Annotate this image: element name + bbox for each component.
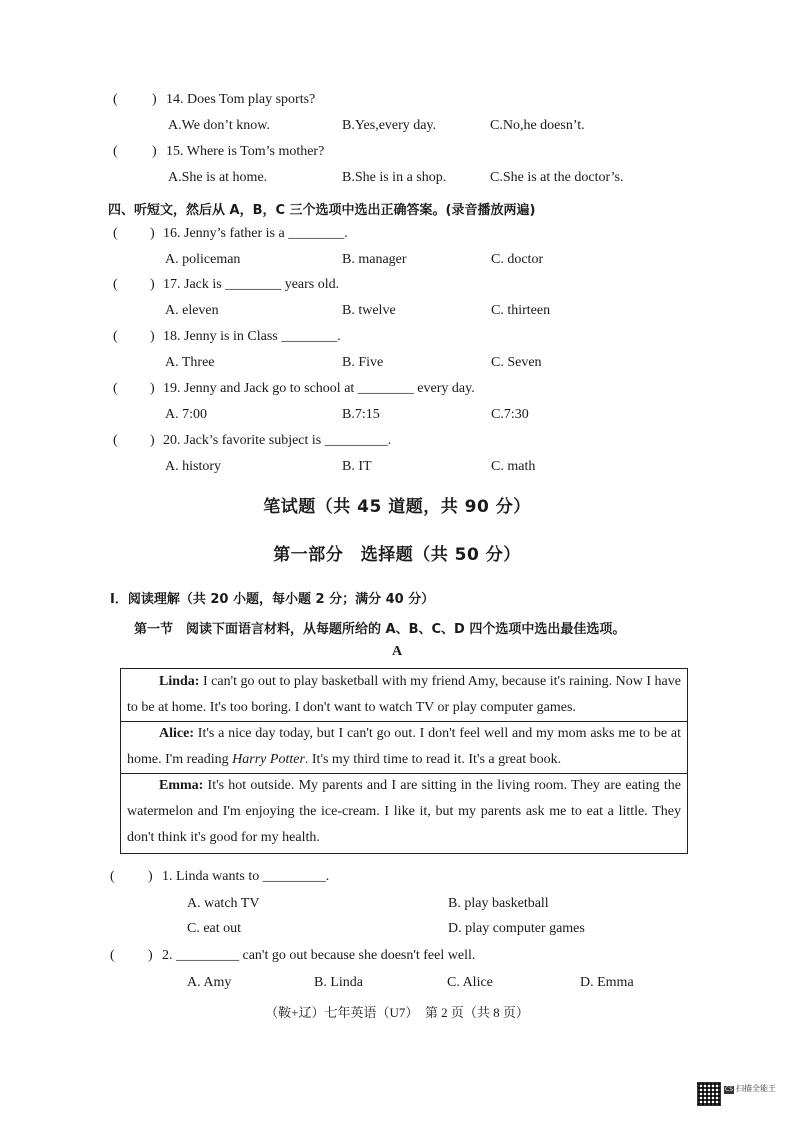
q15-option-b: B.She is in a shop. (342, 170, 447, 185)
q14-option-c: C.No,he doesn’t. (490, 118, 585, 133)
answer-paren-close: ) (148, 948, 153, 963)
scanner-badge (724, 1083, 776, 1094)
passage-linda-text: I can't go out to play basketball with my friend Amy, because it's raining. Now I have to be at home. It's too boring. I don't want to watch TV or play computer games. (127, 674, 681, 715)
question-20-stem: 20. Jack’s favorite subject is _________. (163, 433, 392, 448)
question-2-stem: 2. _________ can't go out because she doesn't feel well. (162, 948, 476, 963)
speaker-emma: Emma: (159, 778, 204, 793)
q20-option-a: A. history (165, 459, 221, 474)
q16-option-a: A. policeman (165, 252, 241, 267)
answer-paren-close: ) (150, 433, 155, 448)
answer-paren-open: ( (113, 277, 118, 292)
answer-paren-close: ) (150, 381, 155, 396)
question-14-stem: 14. Does Tom play sports? (166, 92, 316, 107)
answer-paren-close: ) (148, 869, 153, 884)
section-1-instruction: 第一节 阅读下面语言材料，从每题所给的 A、B、C、D 四个选项中选出最佳选项。 (134, 622, 626, 637)
speaker-linda: Linda: (159, 674, 200, 689)
q15-option-c: C.She is at the doctor’s. (490, 170, 624, 185)
page-footer: （鞍+辽）七年英语（U7） 第 2 页（共 8 页） (265, 1005, 529, 1020)
q15-option-a: A.She is at home. (168, 170, 268, 185)
passage-alice-text: It's a nice day today, but I can't go out. I don't feel well and my mom asks me to be at home. I'm reading (127, 726, 681, 767)
answer-paren-open: ( (113, 381, 118, 396)
question-1-stem: 1. Linda wants to _________. (162, 869, 330, 884)
qr-code-icon (697, 1082, 721, 1106)
q16-option-c: C. doctor (491, 252, 544, 267)
q17-option-a: A. eleven (165, 303, 219, 318)
q1-option-b: B. play basketball (448, 896, 549, 911)
answer-paren-open: ( (113, 329, 118, 344)
q19-option-c: C.7:30 (491, 407, 529, 422)
q18-option-c: C. Seven (491, 355, 542, 370)
answer-paren-open: ( (113, 433, 118, 448)
q2-option-d: D. Emma (580, 975, 634, 990)
book-title: Harry Potter (232, 752, 305, 767)
passage-linda (121, 669, 687, 722)
written-test-title: 笔试题（共 45 道题，共 90 分） (263, 497, 531, 517)
q2-option-b: B. Linda (314, 975, 363, 990)
speaker-alice: Alice: (159, 726, 194, 741)
passage-emma-text: It's hot outside. My parents and I are sitting in the living room. They are eating the watermelon and I'm enjoying the ice-cream. I like it, but my parents ask me to eat a little. They don't think it's good for my health. (127, 778, 681, 845)
question-19-stem: 19. Jenny and Jack go to school at ________ every day. (163, 381, 475, 396)
answer-paren-close: ) (150, 226, 155, 241)
q17-option-b: B. twelve (342, 303, 396, 318)
q2-option-a: A. Amy (187, 975, 232, 990)
question-17-stem: 17. Jack is ________ years old. (163, 277, 340, 292)
answer-paren-close: ) (152, 92, 157, 107)
passage-emma (121, 773, 687, 853)
q16-option-b: B. manager (342, 252, 407, 267)
question-18-stem: 18. Jenny is in Class ________. (163, 329, 341, 344)
q20-option-b: B. IT (342, 459, 372, 474)
passage-label: A (391, 644, 403, 659)
q14-option-b: B.Yes,every day. (342, 118, 437, 133)
answer-paren-open: ( (110, 869, 115, 884)
answer-paren-open: ( (113, 92, 118, 107)
q18-option-b: B. Five (342, 355, 384, 370)
reading-passage-box (120, 668, 688, 854)
section-4-instruction: 四、听短文，然后从 A，B，C 三个选项中选出正确答案。(录音播放两遍) (108, 203, 536, 218)
answer-paren-open: ( (113, 226, 118, 241)
reading-comprehension-title: Ⅰ．阅读理解（共 20 小题，每小题 2 分；满分 40 分） (110, 592, 435, 607)
answer-paren-open: ( (110, 948, 115, 963)
answer-paren-close: ) (150, 329, 155, 344)
q17-option-c: C. thirteen (491, 303, 551, 318)
q1-option-c: C. eat out (187, 921, 242, 936)
scanner-badge-label: 扫描全能王 (736, 1084, 776, 1093)
q1-option-d: D. play computer games (448, 921, 585, 936)
question-16-stem: 16. Jenny’s father is a ________. (163, 226, 348, 241)
q2-option-c: C. Alice (447, 975, 493, 990)
passage-alice-text-end: . It's my third time to read it. It's a great book. (304, 752, 562, 767)
q19-option-b: B.7:15 (342, 407, 380, 422)
answer-paren-close: ) (150, 277, 155, 292)
answer-paren-close: ) (152, 144, 157, 159)
q18-option-a: A. Three (165, 355, 215, 370)
q1-option-a: A. watch TV (187, 896, 260, 911)
scanner-logo-icon: CS (725, 1086, 733, 1093)
answer-paren-open: ( (113, 144, 118, 159)
q20-option-c: C. math (491, 459, 536, 474)
part-1-title: 第一部分 选择题（共 50 分） (273, 545, 521, 565)
question-15-stem: 15. Where is Tom’s mother? (166, 144, 325, 159)
passage-alice (121, 721, 687, 774)
q19-option-a: A. 7:00 (165, 407, 207, 422)
q14-option-a: A.We don’t know. (168, 118, 270, 133)
